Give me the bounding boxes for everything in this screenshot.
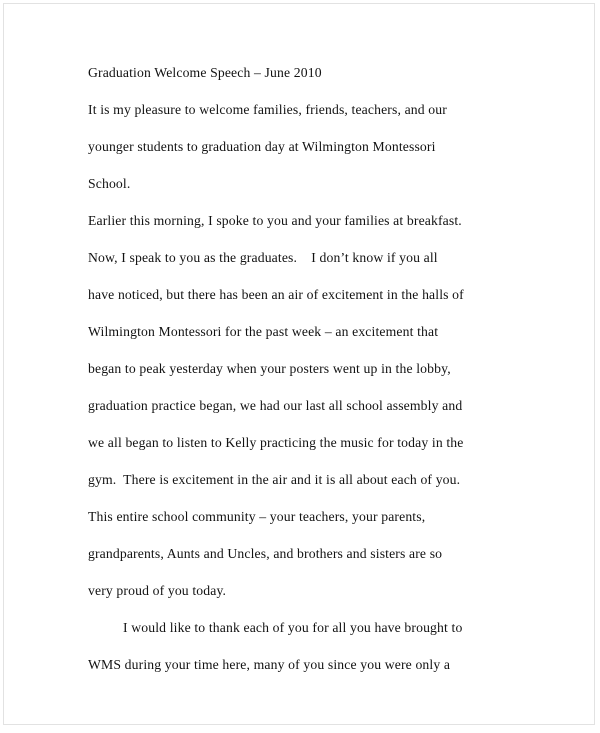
paragraph-line: School. <box>88 176 131 191</box>
paragraph-line: WMS during your time here, many of you since you were only a <box>88 657 451 672</box>
paragraph-line: Wilmington Montessori for the past week – an excitement that <box>88 324 439 339</box>
paragraph-line: Earlier this morning, I spoke to you and your families at breakfast. <box>88 213 462 228</box>
paragraph-welcome <box>88 91 538 202</box>
paragraph-line: This entire school community – your teachers, your parents, <box>88 509 426 524</box>
document-body <box>88 54 538 683</box>
paragraph-line: graduation practice began, we had our last all school assembly and <box>88 398 463 413</box>
paragraph-line: grandparents, Aunts and Uncles, and brothers and sisters are so <box>88 546 443 561</box>
document-heading <box>88 54 538 91</box>
paragraph-line: It is my pleasure to welcome families, friends, teachers, and our <box>88 102 447 117</box>
paragraph-thanks <box>88 609 538 683</box>
paragraph-line: very proud of you today. <box>88 583 227 598</box>
paragraph-line: Now, I speak to you as the graduates. I don’t know if you all <box>88 250 438 265</box>
paragraph-line: younger students to graduation day at Wilmington Montessori <box>88 139 436 154</box>
heading-line: Graduation Welcome Speech – June 2010 <box>88 65 322 80</box>
paragraph-line: began to peak yesterday when your posters went up in the lobby, <box>88 361 451 376</box>
paragraph-excitement <box>88 202 538 609</box>
paragraph-line: gym. There is excitement in the air and it is all about each of you. <box>88 472 461 487</box>
paragraph-line: have noticed, but there has been an air of excitement in the halls of <box>88 287 464 302</box>
paragraph-line: we all began to listen to Kelly practicing the music for today in the <box>88 435 464 450</box>
paragraph-line: I would like to thank each of you for all you have brought to <box>123 620 463 635</box>
document-page <box>3 3 595 725</box>
